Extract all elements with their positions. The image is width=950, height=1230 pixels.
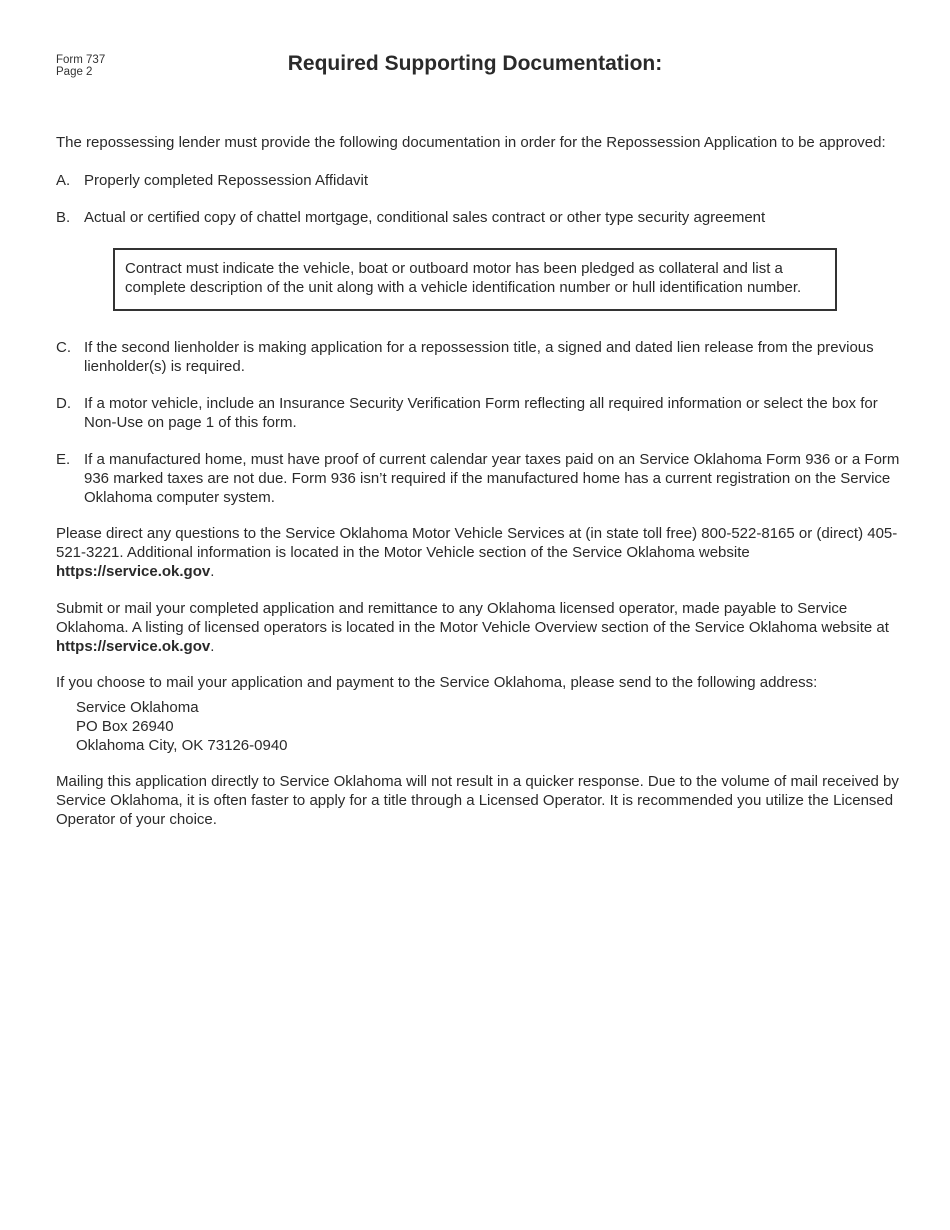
intro-paragraph: The repossessing lender must provide the following documentation in order for the Repossession Application to be approved: [56,134,886,151]
list-item-e [56,450,901,507]
submit-text: Submit or mail your completed application and remittance to any Oklahoma licensed operator, made payable to Service Oklahoma. A listing of licensed operators is located in the Motor Vehicle Overview section of the Service Oklahoma website at [56,600,889,636]
questions-paragraph [56,524,901,581]
page-number: Page 2 [56,66,93,78]
closing-paragraph: Mailing this application directly to Service Oklahoma will not result in a quicker response. Due to the volume of mail received by Service Oklahoma, it is often faster to apply for a title through a Licensed Operator. It is recommended you utilize the Licensed Operator of your choice. [56,773,899,828]
address-line-1: Service Oklahoma [76,699,199,716]
website-link[interactable]: https://service.ok.gov [56,638,211,655]
mail-intro: If you choose to mail your application and payment to the Service Oklahoma, please send to the following address: [56,674,818,691]
page-title: Required Supporting Documentation: [287,52,663,75]
questions-end: . [210,563,215,580]
list-text: If the second lienholder is making application for a repossession title, a signed and dated lien release from the previous lienholder(s) is required. [84,339,874,375]
list-letter: C. [56,339,71,356]
list-letter: E. [56,451,71,468]
form-number: Form 737 [56,54,106,66]
submit-paragraph [56,599,901,656]
contract-note-box: Contract must indicate the vehicle, boat or outboard motor has been pledged as collateral and list a complete description of the unit along with a vehicle identification number or hull identification number. [113,248,837,311]
list-letter: D. [56,395,71,412]
mailing-address [76,698,288,755]
address-line-2: PO Box 26940 [76,718,174,735]
list-item-d [56,394,901,432]
list-item-c [56,338,901,376]
list-item-b [56,208,901,227]
list-letter: B. [56,209,71,226]
list-text: If a motor vehicle, include an Insurance Security Verification Form reflecting all required information or select the box for Non-Use on page 1 of this form. [84,395,878,431]
address-line-3: Oklahoma City, OK 73126-0940 [76,737,288,754]
submit-end: . [210,638,215,655]
list-text: If a manufactured home, must have proof of current calendar year taxes paid on an Service Oklahoma Form 936 or a Form 936 marked taxes are not due. Form 936 isn’t required if the manufactured home has a current registration on the Service Oklahoma computer system. [84,451,900,506]
questions-text: Please direct any questions to the Service Oklahoma Motor Vehicle Services at (in state toll free) 800-522-8165 or (direct) 405-521-3221. Additional information is located in the Motor Vehicle section of the Service Oklahoma website [56,525,898,561]
list-text: Actual or certified copy of chattel mortgage, conditional sales contract or other type security agreement [84,209,766,226]
website-link[interactable]: https://service.ok.gov [56,563,211,580]
list-item-a [56,171,901,190]
list-letter: A. [56,172,71,189]
list-text: Properly completed Repossession Affidavit [84,172,369,189]
